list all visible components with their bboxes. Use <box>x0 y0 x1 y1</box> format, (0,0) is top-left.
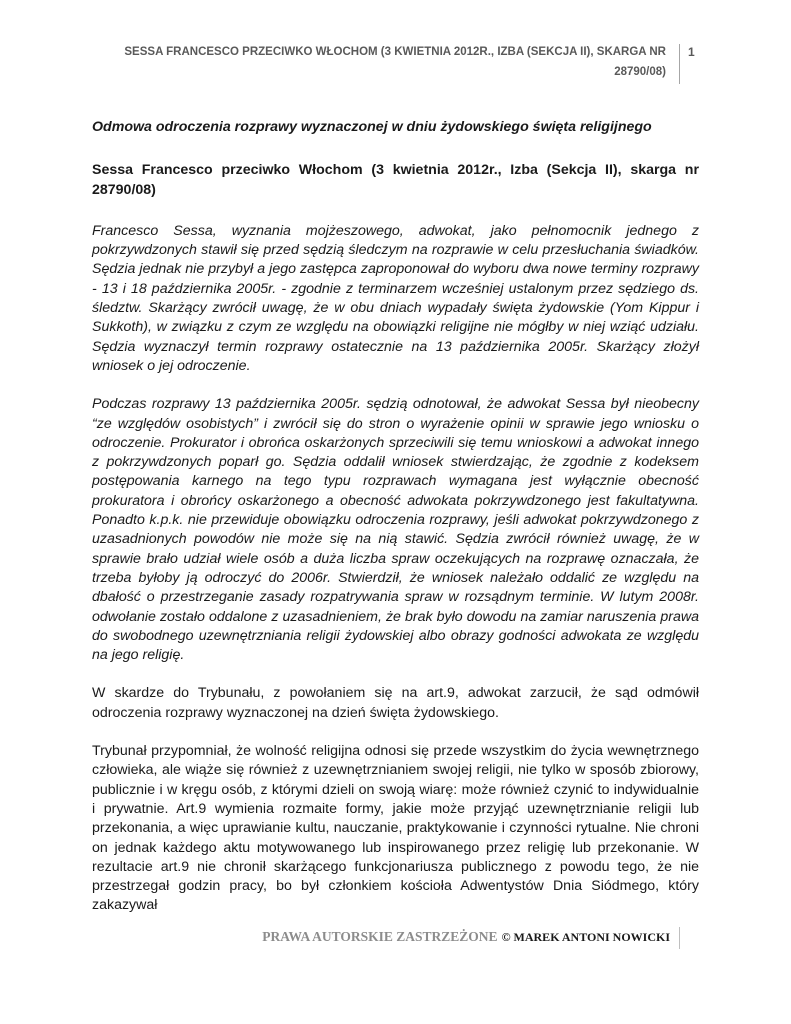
paragraph-court-reasoning: Trybunał przypomniał, że wolność religijna odnosi się przede wszystkim do życia wewnętrznego człowieka, ale wiąże się również z uzewnętrznianiem swojej religii, nie tylko w sposób zbiorowy, publicznie i w kręgu osób, z którymi dzieli on swoją wiarę: może również czynić to indywidualnie i prywatnie. Art.9 wymienia rozmaite formy, jakie może przyjąć uzewnętrznianie religii lub przekonania, a więc uprawianie kultu, nauczanie, praktykowanie i czynności rytualne. Nie chroni on jednak każdego aktu motywowanego lub inspirowanego przez religię lub przekonanie. W rezultacie art.9 nie chronił skarżącego funkcjonariusza publicznego z powodu tego, że nie przestrzegał godzin pracy, bo był członkiem kościoła Adwentystów Dnia Siódmego, który zakazywał <box>92 743 699 914</box>
paragraph-hearing: Podczas rozprawy 13 października 2005r. sędzią odnotował, że adwokat Sessa był nieobecny “ze względów osobistych” i zwrócił się do stron o wyrażenie opinii w sprawie jego wniosku o odroczenie. Prokurator i obrońca oskarżonych sprzeciwili się temu wnioskowi a adwokat innego z pokrzywdzonych poparł go. Sędzia oddalił wniosek stwierdzając, że zgodnie z kodeksem postępowania karnego na tego typu rozprawach wymagana jest wyłącznie obecność prokuratora i obrońcy oskarżonego a obecność adwokata pokrzywdzonego jest fakultatywna. Ponadto k.p.k. nie przewiduje obowiązku odroczenia rozprawy, jeśli adwokat pokrzywdzonego z uzasadnionych powodów nie może się na nią stawić. Sędzia zwrócił również uwagę, że w sprawie brało udział wiele osób a duża liczba spraw oczekujących na rozprawę oznaczała, że trzeba byłoby ją odroczyć do 2006r. Stwierdził, że wniosek należało oddalić ze względu na dbałość o przestrzeganie zasady rozpatrywania spraw w rozsądnym terminie. W lutym 2008r. odwołanie zostało oddalone z uzasadnieniem, że brak było dowodu na zamiar naruszenia prawa do swobodnego uzewnętrzniania religii żydowskiej albo obrazy godności adwokata ze względu na jego religię. <box>92 396 699 664</box>
document-title: Odmowa odroczenia rozprawy wyznaczonej w dniu żydowskiego święta religijnego <box>92 119 652 135</box>
page-header <box>90 42 680 86</box>
paragraph-facts: Francesco Sessa, wyznania mojżeszowego, adwokat, jako pełnomocnik jednego z pokrzywdzonych stawił się przed sędzią śledczym na rozprawie w celu przesłuchania świadków. Sędzia jednak nie przybył a jego zastępca zaproponował do wyboru dwa nowe terminy rozprawy - 13 i 18 października 2005r. - zgodnie z terminarzem wcześniej ustalonym przez sędziego ds. śledztw. Skarżący zwrócił uwagę, że w obu dniach wypadały święta żydowskie (Yom Kippur i Sukkoth), w związku z czym ze względu na obowiązki religijne nie mógłby w niej wziąć udziału. Sędzia wyznaczył termin rozprawy ostatecznie na 13 października 2005r. Skarżący złożył wniosek o jej odroczenie. <box>92 222 699 374</box>
footer-divider <box>679 927 680 949</box>
copyright-owner: © MAREK ANTONI NOWICKI <box>501 930 670 944</box>
case-title: Sessa Francesco przeciwko Włochom (3 kwietnia 2012r., Izba (Sekcja II), skarga nr 28790/08) <box>92 162 699 198</box>
document-body <box>92 118 699 935</box>
running-title: SESSA FRANCESCO PRZECIWKO WŁOCHOM (3 KWIETNIA 2012R., IZBA (SEKCJA II), SKARGA NR 28790/08) <box>124 46 666 78</box>
copyright-notice <box>262 927 670 947</box>
header-divider <box>679 44 680 84</box>
page-footer <box>200 927 680 949</box>
page-number: 1 <box>688 45 695 59</box>
copyright-label: PRAWA AUTORSKIE ZASTRZEŻONE <box>262 929 498 944</box>
paragraph-complaint: W skardze do Trybunału, z powołaniem się na art.9, adwokat zarzucił, że sąd odmówił odroczenia rozprawy wyznaczonej na dzień święta żydowskiego. <box>92 685 699 721</box>
